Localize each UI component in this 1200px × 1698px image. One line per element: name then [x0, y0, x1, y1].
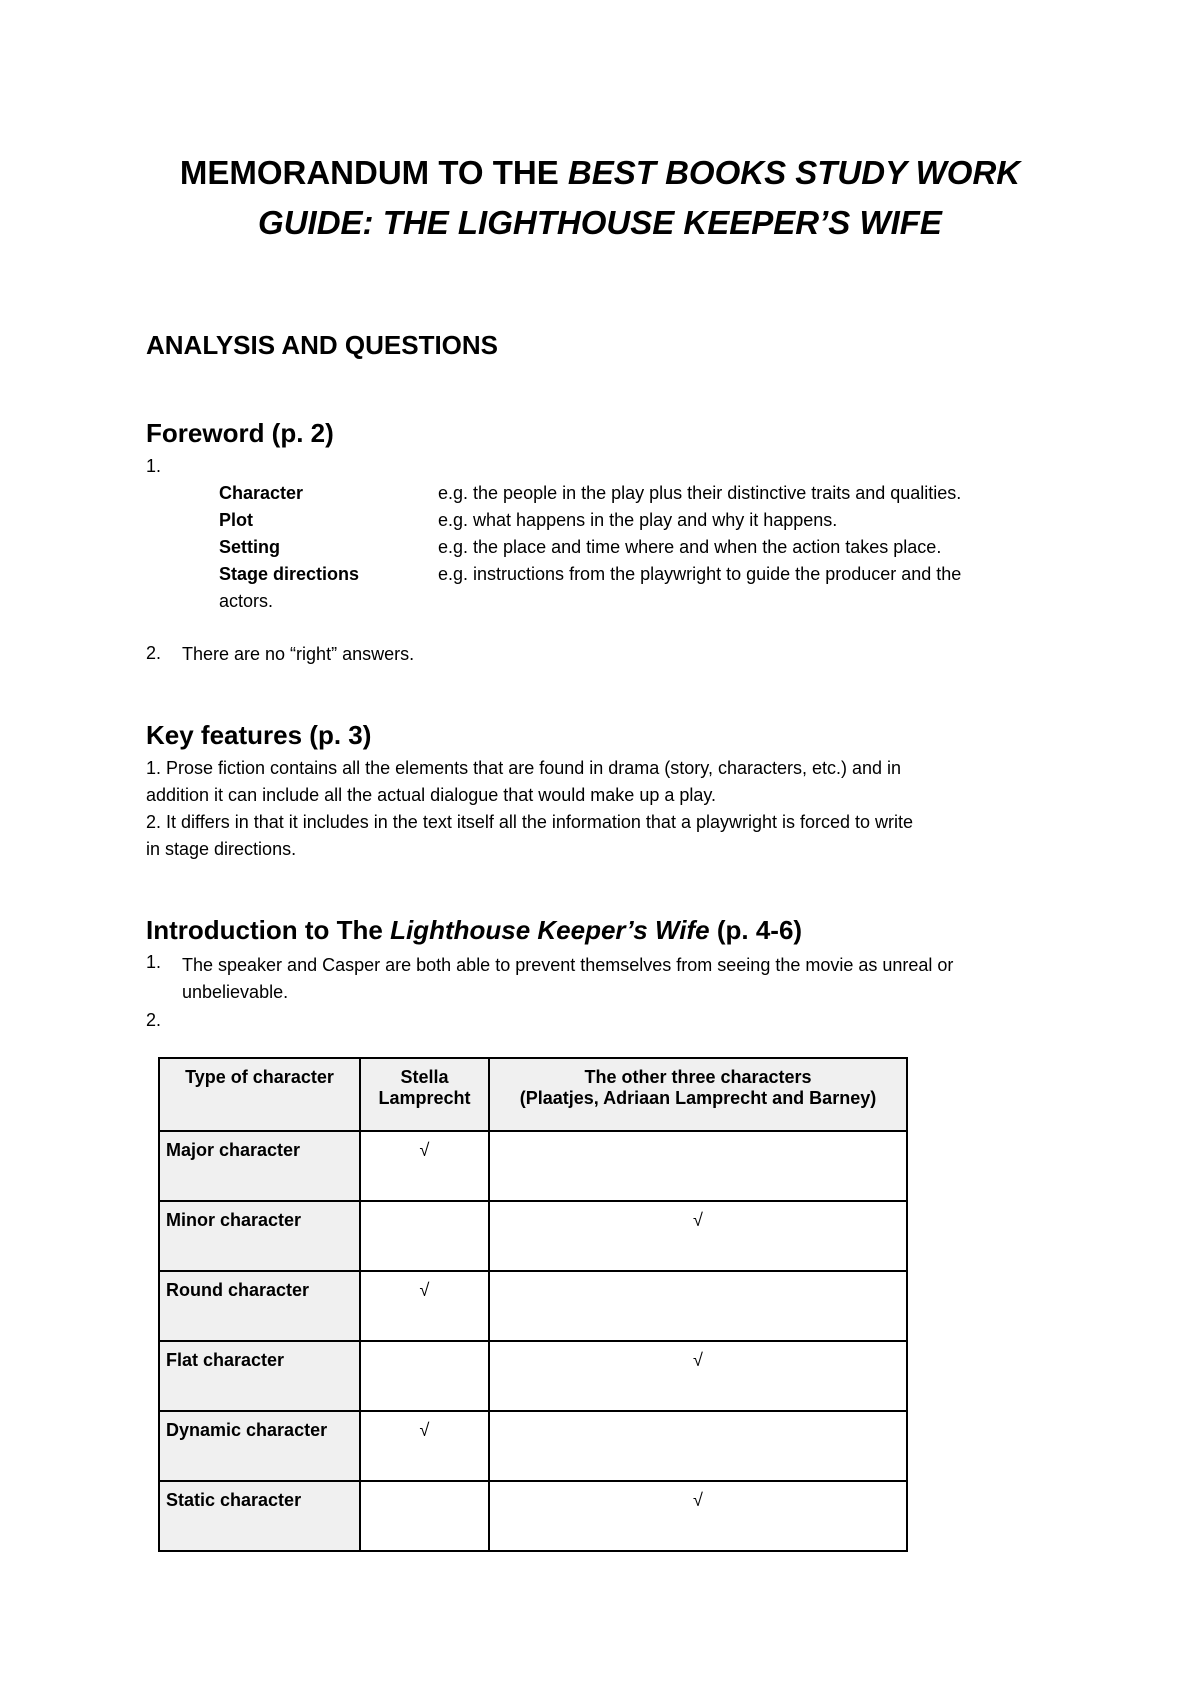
def-stage-directions: e.g. instructions from the playwright to guide the producer and the	[438, 564, 962, 584]
term-plot: Plot	[219, 510, 253, 530]
introduction-heading-plain-1: Introduction to The	[146, 915, 391, 945]
table-row	[159, 1481, 907, 1551]
def-stage-directions-continuation: actors.	[219, 591, 274, 611]
title-italic-1: BEST BOOKS STUDY WORK	[567, 154, 1021, 191]
introduction-heading-plain-2: (p. 4-6)	[709, 915, 803, 945]
row-label: Static character	[159, 1481, 360, 1551]
def-character: e.g. the people in the play plus their distinctive traits and qualities.	[438, 483, 962, 503]
title-plain: MEMORANDUM TO THE	[179, 154, 568, 191]
table-row	[159, 1341, 907, 1411]
document-title	[0, 148, 1200, 248]
key-features-a1-line2: addition it can include all the actual dialogue that would make up a play.	[146, 785, 717, 805]
introduction-heading-italic: Lighthouse Keeper’s Wife	[390, 915, 710, 945]
stella-cell: √	[360, 1271, 489, 1341]
table-row	[159, 1411, 907, 1481]
term-setting: Setting	[219, 537, 280, 557]
main-heading: ANALYSIS AND QUESTIONS	[146, 330, 499, 360]
row-label: Dynamic character	[159, 1411, 360, 1481]
header-stella-line1: Stella	[400, 1067, 449, 1087]
introduction-q2-number: 2.	[146, 1010, 162, 1030]
term-stage-directions: Stage directions	[219, 564, 360, 584]
stella-cell	[360, 1201, 489, 1271]
introduction-q1-line2: unbelievable.	[182, 982, 289, 1002]
header-stella-lamprecht	[360, 1058, 489, 1131]
row-label: Flat character	[159, 1341, 360, 1411]
others-cell	[489, 1271, 907, 1341]
header-stella-line2: Lamprecht	[378, 1088, 471, 1108]
character-table	[158, 1057, 908, 1552]
others-cell	[489, 1411, 907, 1481]
foreword-heading: Foreword (p. 2)	[146, 418, 334, 448]
stella-cell	[360, 1341, 489, 1411]
table-row	[159, 1271, 907, 1341]
others-cell	[489, 1131, 907, 1201]
introduction-q1-number: 1.	[146, 952, 162, 972]
header-other-line2: (Plaatjes, Adriaan Lamprecht and Barney)	[519, 1088, 877, 1108]
header-other-characters	[489, 1058, 907, 1131]
row-label: Round character	[159, 1271, 360, 1341]
stella-cell: √	[360, 1131, 489, 1201]
introduction-q1-line1: The speaker and Casper are both able to prevent themselves from seeing the movie as unreal or	[182, 955, 954, 975]
others-cell: √	[489, 1341, 907, 1411]
def-setting: e.g. the place and time where and when the action takes place.	[438, 537, 942, 557]
table-row	[159, 1201, 907, 1271]
table-header-row	[159, 1058, 907, 1131]
introduction-heading	[146, 915, 802, 946]
others-cell: √	[489, 1481, 907, 1551]
others-cell: √	[489, 1201, 907, 1271]
title-line-2: GUIDE: THE LIGHTHOUSE KEEPER’S WIFE	[258, 204, 942, 241]
term-character: Character	[219, 483, 304, 503]
foreword-q2-number: 2.	[146, 643, 162, 663]
title-line-1	[0, 148, 1200, 198]
table-row	[159, 1131, 907, 1201]
row-label: Major character	[159, 1131, 360, 1201]
key-features-heading: Key features (p. 3)	[146, 720, 372, 750]
key-features-a2-line1: 2. It differs in that it includes in the text itself all the information that a playwright is forced to write	[146, 812, 914, 832]
def-plot: e.g. what happens in the play and why it happens.	[438, 510, 838, 530]
header-other-line1: The other three characters	[584, 1067, 812, 1087]
key-features-a1-line1: 1. Prose fiction contains all the elements that are found in drama (story, characters, etc.) and in	[146, 758, 902, 778]
foreword-q2-text: There are no “right” answers.	[182, 644, 415, 664]
stella-cell	[360, 1481, 489, 1551]
stella-cell: √	[360, 1411, 489, 1481]
header-type-of-character-text: Type of character	[185, 1067, 334, 1087]
key-features-a2-line2: in stage directions.	[146, 839, 297, 859]
header-type-of-character	[159, 1058, 360, 1131]
row-label: Minor character	[159, 1201, 360, 1271]
foreword-q1-number: 1.	[146, 456, 162, 476]
